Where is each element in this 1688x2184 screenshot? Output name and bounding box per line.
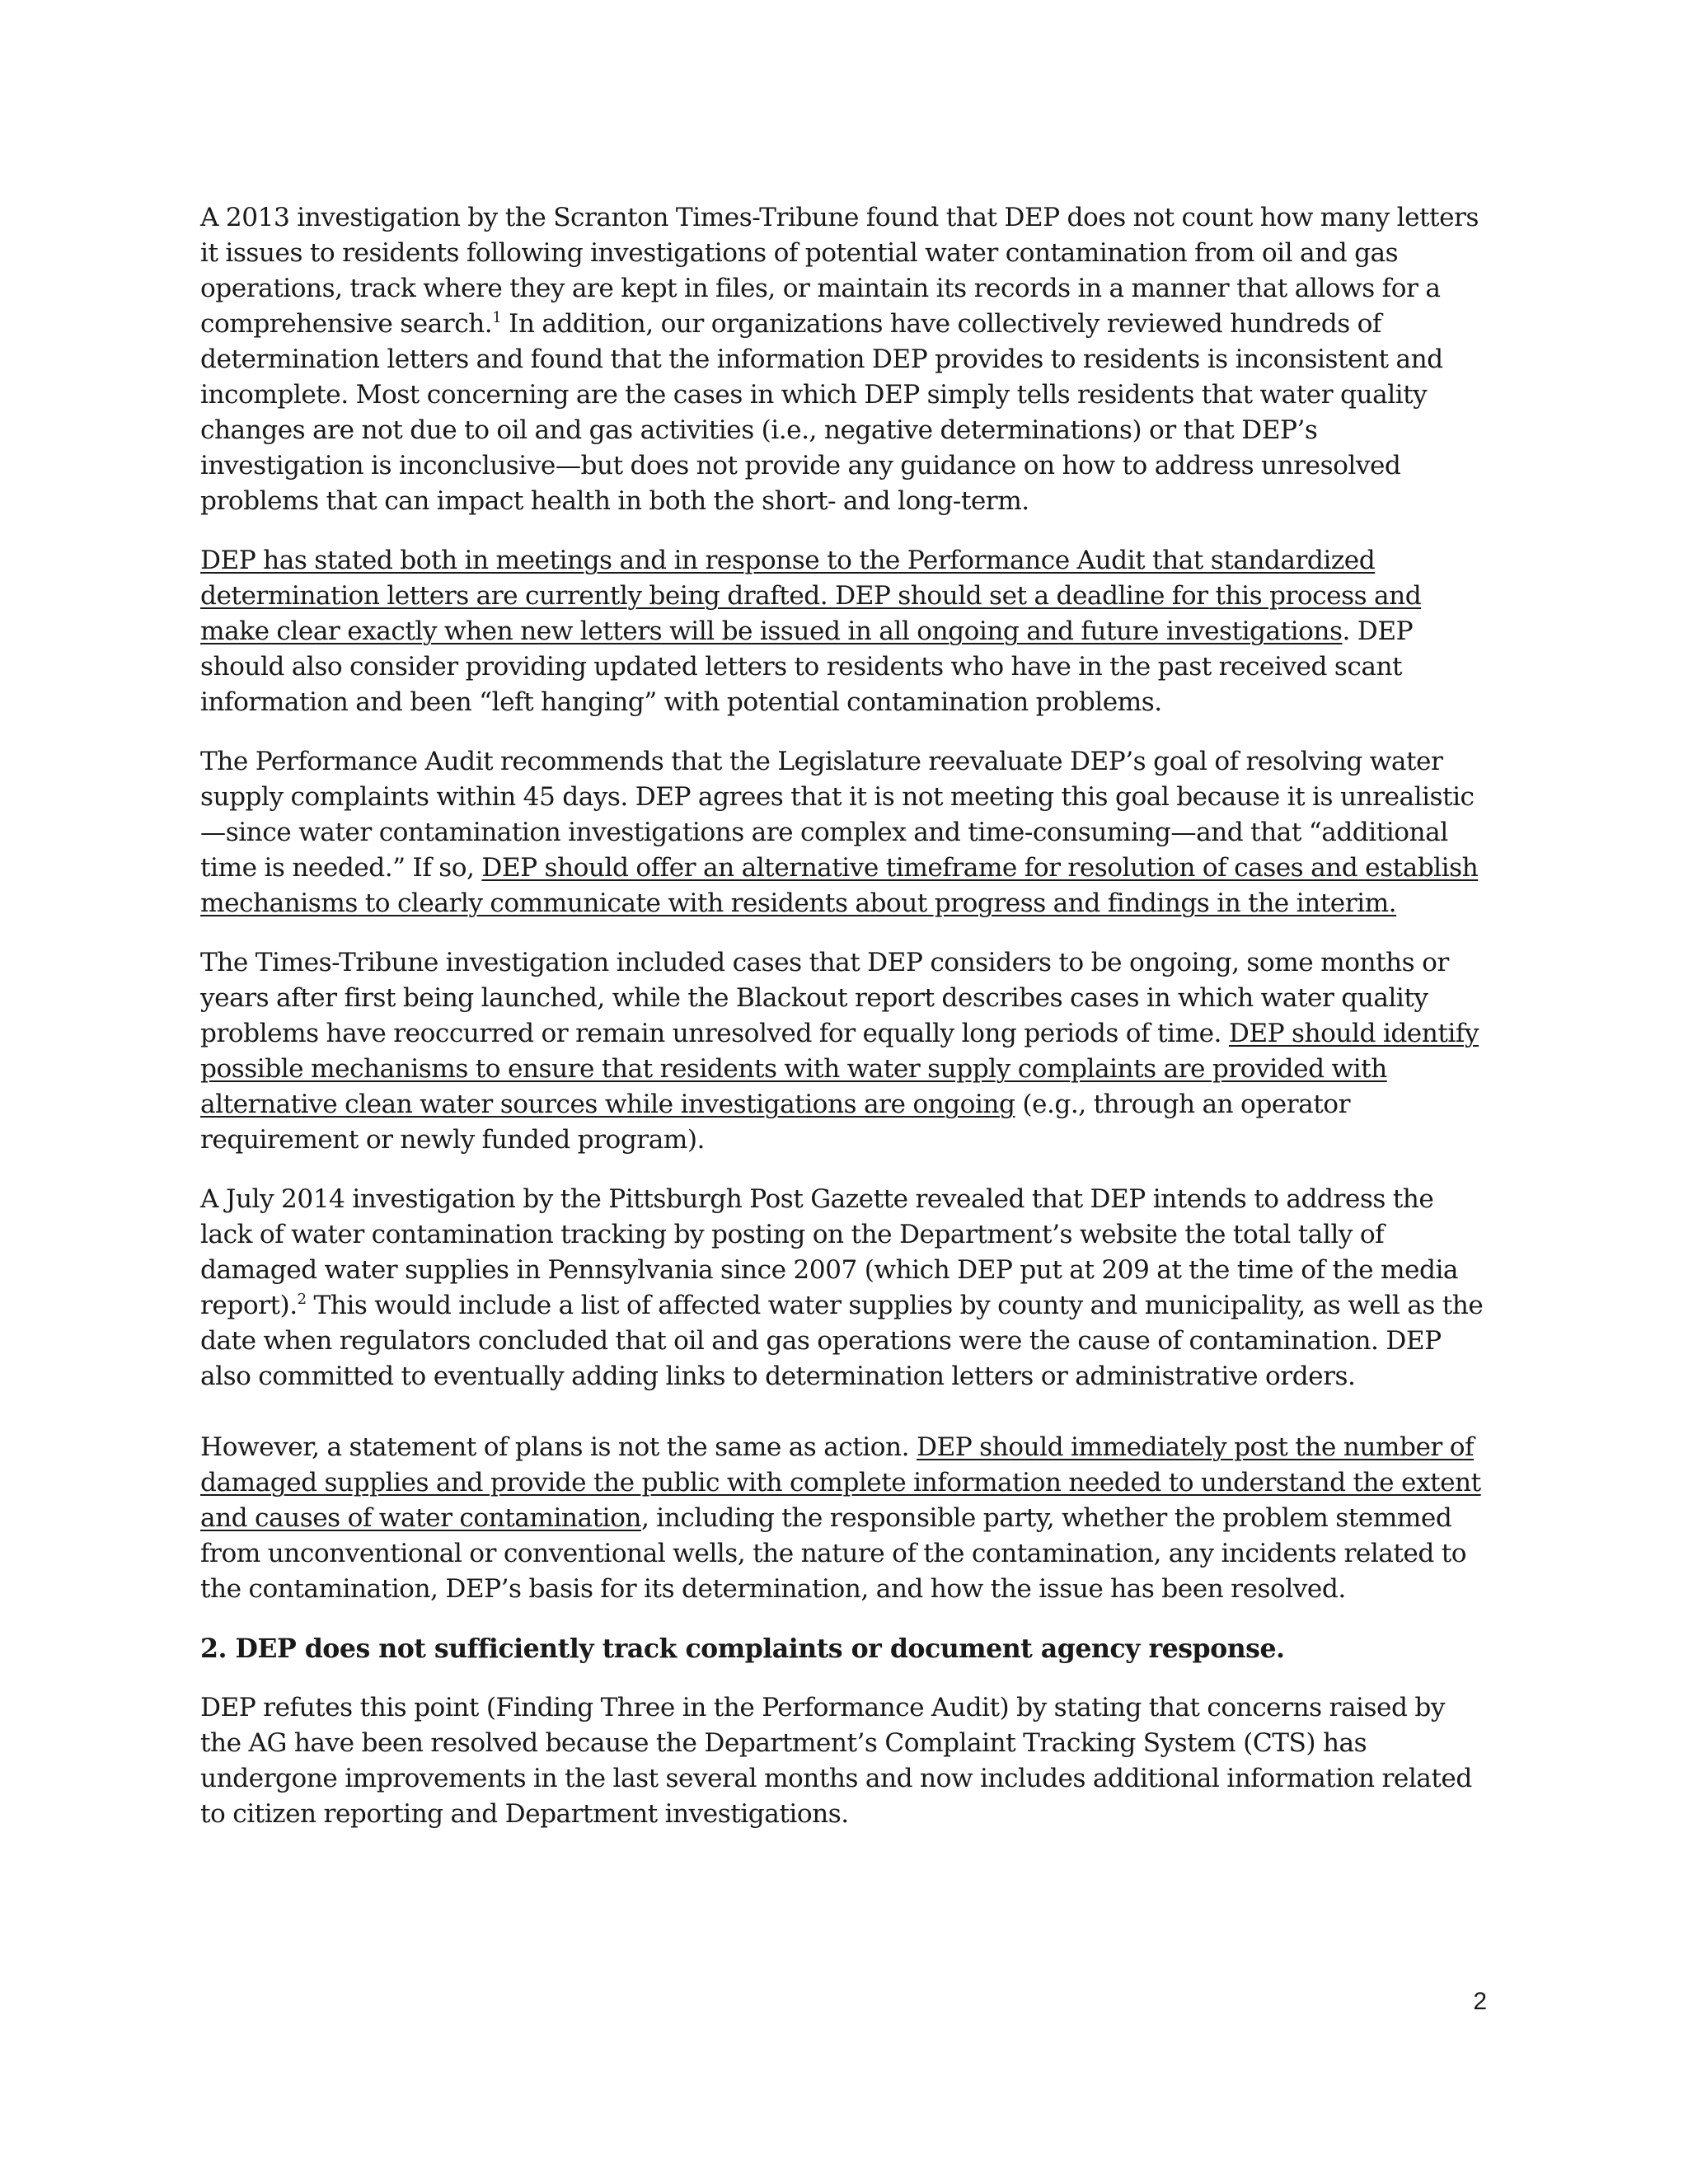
underlined-recommendation: DEP should immediately post the number of damaged supplies and provide the public with complete information needed to understand the extent and causes of water contamination [200,1432,1481,1533]
footnote-reference[interactable]: 2 [297,1291,307,1308]
paragraph-text: DEP refutes this point (Finding Three in the Performance Audit) by stating that concerns raised by the AG have been resolved because the Department’s Complaint Tracking System (CTS) has undergone improvements in the last several months and now includes additional information related to citizen reporting and Department investigations. [200,1693,1472,1829]
document-page [200,200,1486,1856]
paragraph-text: However, a statement of plans is not the same as action. [200,1432,917,1462]
paragraph-post-gazette-investigation [200,1182,1486,1394]
paragraph-text: In addition, our organizations have collectively reviewed hundreds of determination letters and found that the information DEP provides to residents is inconsistent and incomplete. Most concerning are the cases in which DEP simply tells residents that water quality changes are not due to oil and gas activities (i.e., negative determinations) or that DEP’s investigation is inconclusive—but does not provide any guidance on how to address unresolved problems that can impact health in both the short- and long-term. [200,309,1443,516]
underlined-recommendation: DEP should identify possible mechanisms to ensure that residents with water supply complaints are provided with alternative clean water sources while investigations are ongoing [200,1019,1479,1119]
paragraph-45-day-goal [200,744,1486,921]
paragraph-text: , including the responsible party, whether the problem stemmed from unconventional or conventional wells, the nature of the contamination, any incidents related to the contamination, DEP’s basis for its determination, and how the issue has been resolved. [200,1503,1467,1604]
paragraph-text: (e.g., through an operator requirement or newly funded program). [200,1090,1350,1155]
paragraph-text: The Performance Audit recommends that the Legislature reevaluate DEP’s goal of resolving water supply complaints within 45 days. DEP agrees that it is not meeting this goal because it is unrealistic—since water contamination investigations are complex and time-consuming—and that “additional time is needed.” If so, [200,747,1475,883]
paragraph-ongoing-cases [200,945,1486,1158]
paragraph-text: A 2013 investigation by the Scranton Times-Tribune found that DEP does not count how many letters it issues to residents following investigations of potential water contamination from oil and gas operations, track where they are kept in files, or maintain its records in a manner that allows for a comprehensive search. [200,203,1479,339]
section-heading: 2. DEP does not sufficiently track complaints or document agency response. [200,1633,1285,1664]
paragraph-times-tribune-investigation [200,200,1486,519]
paragraph-text: This would include a list of affected water supplies by county and municipality, as well as the date when regulators concluded that oil and gas operations were the cause of contamination. DEP also committed to eventually adding links to determination letters or administrative orders. [200,1291,1484,1391]
paragraph-text: A July 2014 investigation by the Pittsburgh Post Gazette revealed that DEP intends to address the lack of water contamination tracking by posting on the Department’s website the total tally of damaged water supplies in Pennsylvania since 2007 (which DEP put at 209 at the time of the media report). [200,1184,1459,1320]
underlined-recommendation: DEP should offer an alternative timeframe for resolution of cases and establish mechanisms to clearly communicate with residents about progress and findings in the interim. [200,853,1479,918]
paragraph-dep-refutes [200,1690,1486,1832]
page-number: 2 [1473,1988,1487,2015]
paragraph-standardized-letters [200,543,1486,720]
paragraph-text: The Times-Tribune investigation included cases that DEP considers to be ongoing, some months or years after first being launched, while the Blackout report describes cases in which water quality problems have reoccurred or remain unresolved for equally long periods of time. [200,948,1449,1048]
underlined-recommendation: DEP has stated both in meetings and in response to the Performance Audit that standardized determination letters are currently being drafted. DEP should set a deadline for this process and make clear exactly when new letters will be issued in all ongoing and future investigations [200,546,1422,646]
footnote-reference[interactable]: 1 [492,309,502,326]
paragraph-text: . DEP should also consider providing updated letters to residents who have in the past received scant information and been “left hanging” with potential contamination problems. [200,616,1414,717]
paragraph-statement-of-plans [200,1430,1486,1607]
